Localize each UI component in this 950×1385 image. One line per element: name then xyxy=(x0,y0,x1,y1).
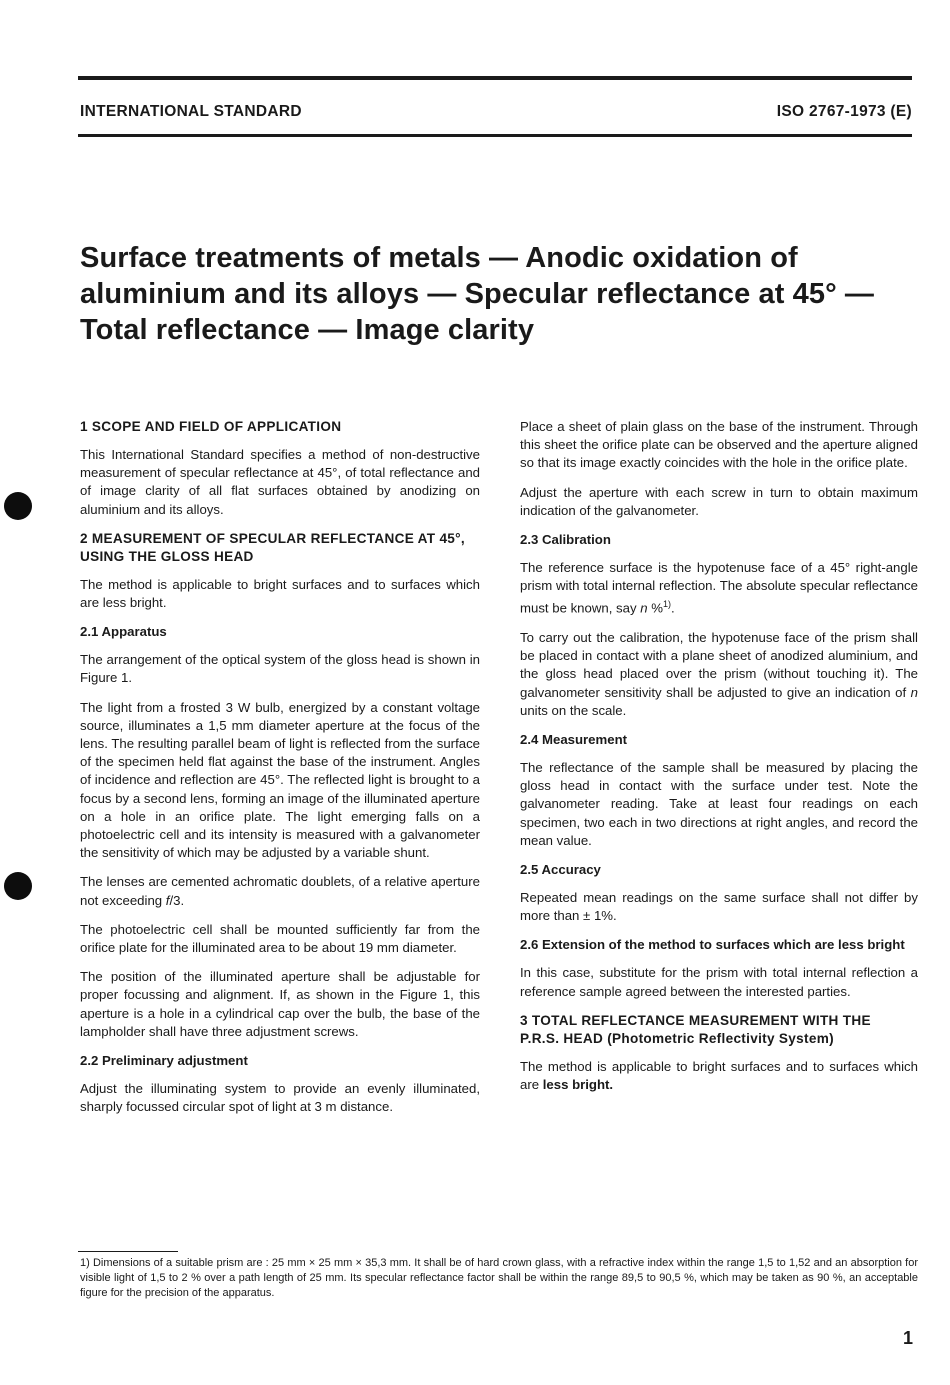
document-title xyxy=(80,240,900,348)
section-2-3-heading: 2.3 Calibration xyxy=(520,532,611,548)
section-2-heading: 2 MEASUREMENT OF SPECULAR REFLECTANCE AT 45°, USING THE GLOSS HEAD xyxy=(80,530,465,564)
section-2-6-paragraph: In this case, substitute for the prism with total internal reflection a reference sample agreed between the interested parties. xyxy=(520,965,918,999)
section-2-1-heading: 2.1 Apparatus xyxy=(80,624,167,640)
section-2-paragraph: The method is applicable to bright surfaces and to surfaces which are less bright. xyxy=(80,576,480,611)
section-2-3-paragraph-1: The reference surface is the hypotenuse face of a 45° right-angle prism with total internal reflection. The absolute specular reflectance must be known, say n %$^{1)}$. xyxy=(520,560,918,616)
section-2-3-paragraph-2: To carry out the calibration, the hypotenuse face of the prism shall be placed in contact with a plane sheet of anodized aluminium, and the gloss head placed over the prism (without touching it). The galvanometer sensitivity shall be adjusted to give an indication of n units on the scale. xyxy=(520,630,918,718)
section-2-1-paragraph-5: The position of the illuminated aperture shall be adjustable for proper focussing and alignment. If, as shown in the Figure 1, this aperture is a hole in a cylindrical cap over the bulb, the base of the lampholder shall have three adjustment screws. xyxy=(80,969,480,1039)
title-line-1: Surface treatments of metals — Anodic oxidation of xyxy=(80,242,798,274)
section-2-2-heading: 2.2 Preliminary adjustment xyxy=(80,1053,248,1069)
section-3-heading: 3 TOTAL REFLECTANCE MEASUREMENT WITH THE P.R.S. HEAD (Photometric Reflectivity System) xyxy=(520,1012,871,1046)
title-line-2: aluminium and its alloys — Specular reflectance at 45° — xyxy=(80,278,875,310)
section-2-2-paragraph-3: Adjust the aperture with each screw in turn to obtain maximum indication of the galvanometer. xyxy=(520,484,918,518)
section-2-1-paragraph-1: The arrangement of the optical system of the gloss head is shown in Figure 1. xyxy=(80,652,480,686)
punch-hole-mark xyxy=(4,492,32,520)
header-document-number: ISO 2767-1973 (E) xyxy=(776,103,912,120)
header-top-rule xyxy=(78,76,912,80)
section-2-4-paragraph: The reflectance of the sample shall be measured by placing the gloss head in contact with the surface under test. Note the galvanometer reading. Take at least four readings on each specimen, two each in two directions at right angles, and record the mean value. xyxy=(520,760,918,848)
footnote-text: 1) Dimensions of a suitable prism are : 25 mm × 25 mm × 35,3 mm. It shall be of hard crown glass, with a refractive index within the range 1,5 to 1,52 and an absorption for visible light of 1,5 to 2 % over a path length of 25 mm. Its specular reflectance factor shall be within the range 89,5 to 90,5 %, which may be taken as 90 %, an acceptable figure for the precision of the apparatus. xyxy=(80,1257,918,1299)
right-column xyxy=(520,418,918,1105)
punch-hole-mark xyxy=(4,872,32,900)
section-2-1-paragraph-3: The lenses are cemented achromatic doublets, of a relative aperture not exceeding f/3. xyxy=(80,874,480,908)
left-column xyxy=(80,418,480,1127)
section-2-6-heading: 2.6 Extension of the method to surfaces which are less bright xyxy=(520,937,905,953)
section-2-5-heading: 2.5 Accuracy xyxy=(520,862,601,878)
section-3-paragraph: The method is applicable to bright surfaces and to surfaces which are less bright. xyxy=(520,1058,918,1093)
section-2-1-paragraph-4: The photoelectric cell shall be mounted sufficiently far from the orifice plate for the illuminated area to be about 19 mm diameter. xyxy=(80,921,480,956)
page-number: 1 xyxy=(903,1328,914,1348)
header-standard-label: INTERNATIONAL STANDARD xyxy=(80,103,302,120)
footnote-reference: 1) xyxy=(662,599,671,610)
section-2-1-paragraph-2: The light from a frosted 3 W bulb, energized by a constant voltage source, illuminates a 1,5 mm diameter aperture at the focus of the lens. The resulting parallel beam of light is reflected from the surface of the specimen held flat against the base of the instrument. Angles of incidence and reflection are 45°. The reflected light is brought to a focus by a second lens, forming an image of the illuminated aperture on a hole in an orifice plate. The light emerging falls on a photoelectric cell and its intensity is measured with a galvanometer the sensitivity of which may be adjusted by a variable shunt. xyxy=(80,699,480,861)
section-2-4-heading: 2.4 Measurement xyxy=(520,732,628,748)
section-1-paragraph: This International Standard specifies a method of non-destructive measurement of specular reflectance at 45°, of total reflectance and of image clarity of all flat surfaces obtained by anodizing on aluminium and its alloys. xyxy=(80,447,480,517)
section-2-2-paragraph: Adjust the illuminating system to provide an evenly illuminated, sharply focussed circular spot of light at 3 m distance. xyxy=(80,1081,480,1115)
section-1-heading: 1 SCOPE AND FIELD OF APPLICATION xyxy=(80,419,342,434)
header-bottom-rule xyxy=(78,134,912,137)
footnote-separator xyxy=(78,1251,178,1252)
section-2-5-paragraph: Repeated mean readings on the same surface shall not differ by more than ± 1%. xyxy=(520,890,918,924)
title-line-3: Total reflectance — Image clarity xyxy=(80,314,535,346)
section-2-2-paragraph-2: Place a sheet of plain glass on the base of the instrument. Through this sheet the orifice plate can be observed and the aperture aligned so that its image exactly coincides with the hole in the orifice plate. xyxy=(520,419,918,471)
